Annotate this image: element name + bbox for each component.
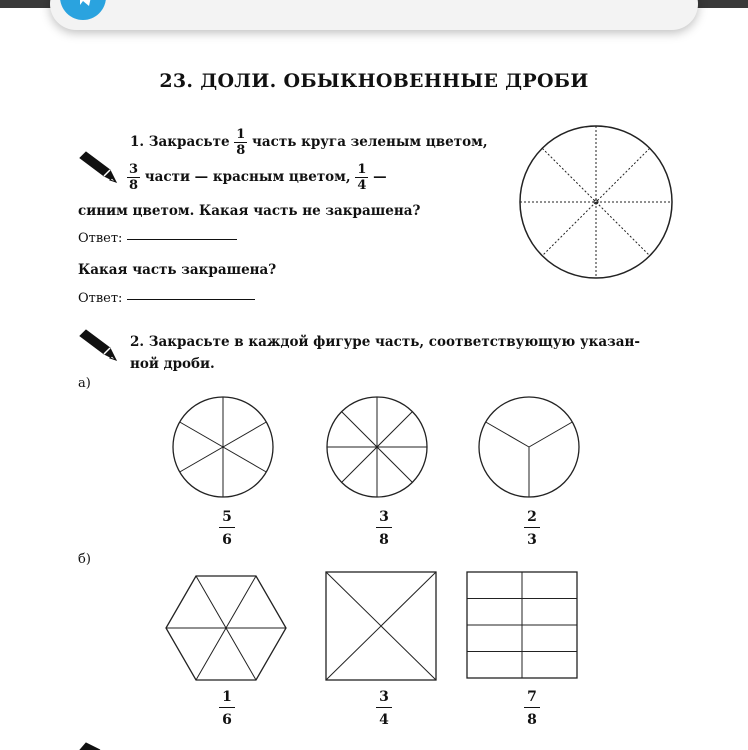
fraction-3-8: $\frac{3}{8}$ [129, 162, 139, 193]
fraction-3-8-label: $\frac{3}{8}$ [374, 510, 394, 547]
circle-8-parts-small[interactable] [326, 396, 428, 498]
answer-field-1[interactable] [127, 238, 237, 240]
pencil-icon [78, 150, 120, 184]
task1-line3: синим цветом. Какая часть не закрашена? [78, 203, 421, 219]
task2-number: 2. [130, 334, 145, 350]
part-b-label: б) [78, 552, 91, 567]
fraction-1-8: $\frac{1}{8}$ [236, 127, 246, 158]
pencil-icon [78, 740, 108, 750]
fraction-7-8: $\frac{7}{8}$ [522, 690, 542, 727]
rectangle-8-parts[interactable] [466, 571, 578, 679]
task1-question2: Какая часть закрашена? [78, 262, 277, 278]
fraction-2-3: $\frac{2}{3}$ [522, 510, 542, 547]
part-a-label: а) [78, 376, 91, 391]
task2-line1: 2. Закрасьте в каждой фигуре часть, соответствующую указан- [130, 334, 640, 350]
answer-field-2[interactable] [127, 298, 255, 300]
hexagon-6-parts[interactable] [164, 574, 288, 682]
task1-line1: 1. Закрасьте $\frac{1}{8}$ часть круга зеленым цветом, [130, 127, 488, 158]
fraction-1-4: $\frac{1}{4}$ [357, 162, 367, 193]
fraction-5-6: $\frac{5}{6}$ [217, 510, 237, 547]
fraction-3-4-label: $\frac{3}{4}$ [374, 690, 394, 727]
answer-row-2: Ответ: [78, 291, 255, 306]
telegram-notification[interactable] [50, 0, 698, 30]
task2-line2: ной дроби. [130, 356, 215, 372]
answer-row-1: Ответ: [78, 231, 237, 246]
square-4-parts[interactable] [325, 571, 437, 681]
fraction-1-6: $\frac{1}{6}$ [217, 690, 237, 727]
circle-3-parts[interactable] [478, 396, 580, 498]
pencil-icon [78, 328, 120, 362]
task1-number: 1. [130, 134, 145, 150]
circle-6-parts[interactable] [172, 396, 274, 498]
circle-8-parts[interactable] [518, 124, 674, 280]
page-title: 23. ДОЛИ. ОБЫКНОВЕННЫЕ ДРОБИ [159, 70, 589, 92]
task1-line2: $\frac{3}{8}$ части — красным цветом, $\frac{1}{4}$ — [129, 162, 387, 193]
telegram-icon [60, 0, 106, 20]
